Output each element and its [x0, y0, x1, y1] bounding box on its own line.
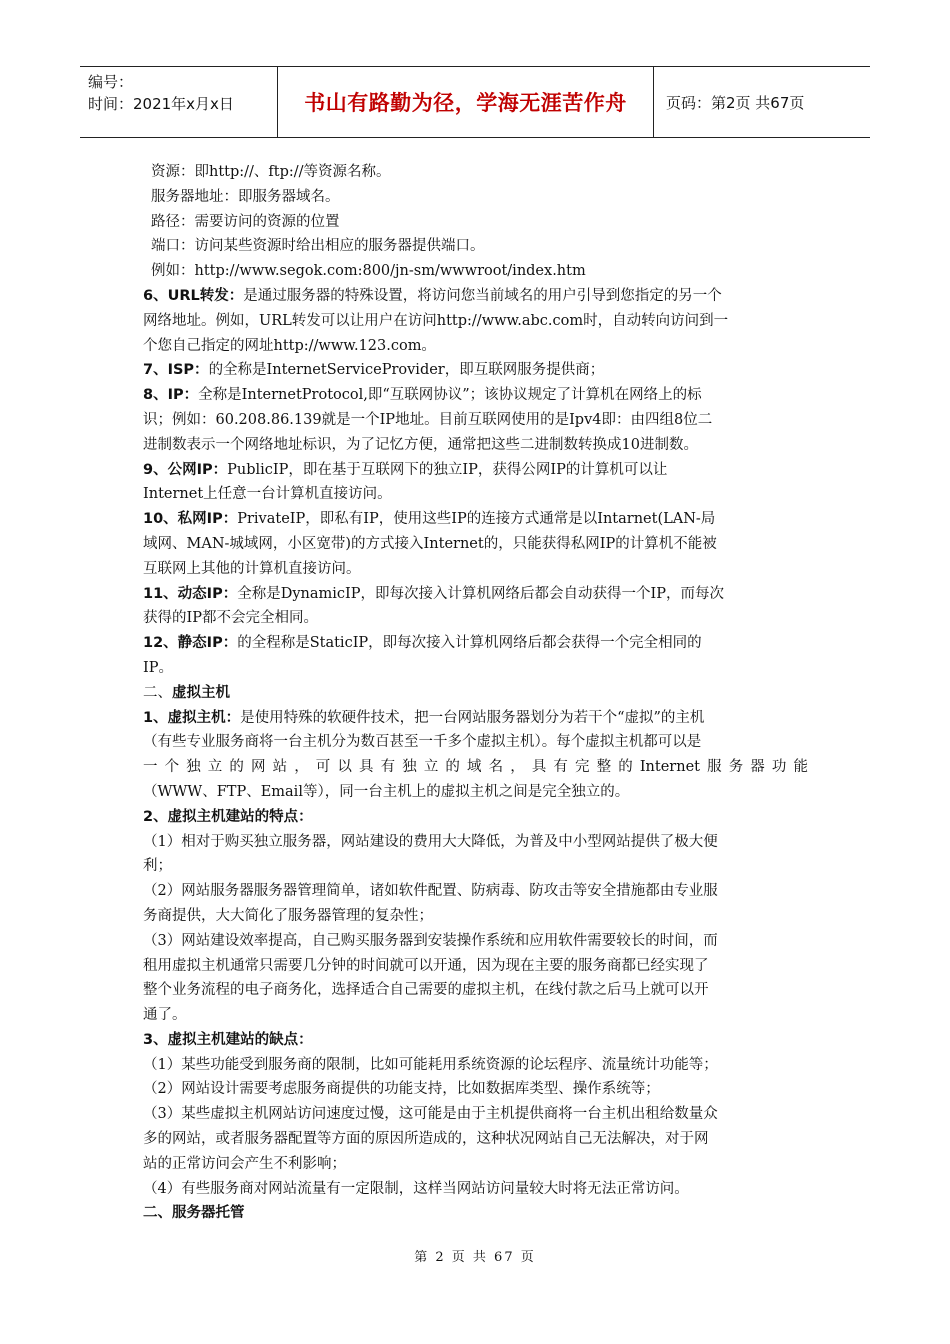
line-text: （1）相对于购买独立服务器，网站建设的费用大大降低，为普及中小型网站提供了极大便: [143, 833, 718, 850]
line-text: IP。: [143, 659, 173, 676]
line-text: 通了。: [143, 1007, 187, 1024]
line-text: （2）网站服务器服务器管理简单，诸如软件配置、防病毒、防攻击等安全措施都由专业服: [143, 883, 718, 900]
text-line: [143, 383, 808, 408]
term-label: 8、IP：: [143, 387, 199, 404]
term-label: 3、虚拟主机建站的缺点：: [143, 1031, 313, 1048]
text-line: [143, 185, 808, 210]
term-label: 11、动态IP：: [143, 585, 238, 602]
term-label: 10、私网IP：: [143, 511, 238, 528]
line-text: 务商提供，大大简化了服务器管理的复杂性；: [143, 907, 433, 924]
text-line: [143, 160, 808, 185]
document-date: 时间：2021年x月x日: [88, 95, 234, 113]
line-text: 识；例如：60.208.86.139就是一个IP地址。目前互联网使用的是Ipv4即：由四组8位二: [143, 411, 713, 428]
line-text: 全称是DynamicIP，即每次接入计算机网络后都会自动获得一个IP，而每次: [237, 585, 724, 602]
line-text: 资源：即http://、ftp://等资源名称。: [151, 164, 391, 180]
text-line: [143, 681, 808, 706]
line-text: 全称是InternetProtocol,即“互联网协议”；该协议规定了计算机在网络上的标: [198, 387, 702, 404]
line-text: 进制数表示一个网络地址标识，为了记忆方便，通常把这些二进制数转换成10进制数。: [143, 436, 698, 453]
line-text: 路径：需要访问的资源的位置: [151, 213, 340, 230]
line-text: （2）网站设计需要考虑服务商提供的功能支持，比如数据库类型、操作系统等；: [143, 1081, 660, 1098]
term-label: 7、ISP：: [143, 362, 209, 379]
line-text: 是通过服务器的特殊设置，将访问您当前域名的用户引导到您指定的另一个: [243, 287, 722, 304]
text-line: [143, 210, 808, 235]
line-text: PublicIP，即在基于互联网下的独立IP，获得公网IP的计算机可以让: [227, 461, 668, 478]
text-line: [143, 730, 808, 755]
page-header: [80, 66, 870, 138]
line-text: 互联网上其他的计算机直接访问。: [143, 560, 361, 577]
text-line: [143, 755, 808, 780]
term-label: 二、服务器托管: [143, 1205, 245, 1222]
text-line: [143, 334, 808, 359]
text-line: [143, 1127, 808, 1152]
text-line: [143, 805, 808, 830]
text-line: [143, 1201, 808, 1226]
line-text: （3）某些虚拟主机网站访问速度过慢，这可能是由于主机提供商将一台主机出租给数量众: [143, 1106, 718, 1123]
line-text: （1）某些功能受到服务商的限制，比如可能耗用系统资源的论坛程序、流量统计功能等；: [143, 1056, 718, 1073]
document-number-label: 编号：: [88, 73, 134, 91]
text-line: [143, 1102, 808, 1127]
text-line: [143, 1028, 808, 1053]
text-line: [143, 631, 808, 656]
text-line: [143, 507, 808, 532]
line-text: （WWW、FTP、Email等），同一台主机上的虚拟主机之间是完全独立的。: [143, 783, 630, 800]
line-text: 获得的IP都不会完全相同。: [143, 610, 318, 627]
text-line: [143, 482, 808, 507]
text-line: [143, 1003, 808, 1028]
line-text: 整个业务流程的电子商务化，选择适合自己需要的虚拟主机，在线付款之后马上就可以开: [143, 982, 709, 999]
line-text: 租用虚拟主机通常只需要几分钟的时间就可以开通，因为现在主要的服务商都已经实现了: [143, 957, 709, 974]
term-label: 2、虚拟主机建站的特点：: [143, 808, 313, 825]
text-line: [143, 904, 808, 929]
term-label: 9、公网IP：: [143, 461, 228, 478]
header-motto: 书山有路勤为径，学海无涯苦作舟: [278, 67, 654, 137]
text-line: [143, 1177, 808, 1202]
line-text: PrivateIP，即私有IP，使用这些IP的连接方式通常是以Intarnet(LAN-局: [237, 511, 716, 528]
text-line: [143, 879, 808, 904]
text-line: [143, 1152, 808, 1177]
line-text: 利；: [143, 858, 172, 875]
text-line: [143, 780, 808, 805]
line-text: 多的网站，或者服务器配置等方面的原因所造成的，这种状况网站自己无法解决，对于网: [143, 1131, 709, 1148]
term-label: 6、URL转发：: [143, 287, 244, 304]
text-line: [143, 854, 808, 879]
term-label: 1、虚拟主机：: [143, 709, 241, 726]
page-footer: 第 2 页 共 67 页: [414, 1250, 536, 1265]
text-line: [143, 532, 808, 557]
line-text: 例如：http://www.segok.com:800/jn-sm/wwwroot/index.htm: [151, 263, 586, 280]
line-text: 个您自己指定的网址http://www.123.com。: [143, 337, 436, 354]
line-text: （有些专业服务商将一台主机分为数百甚至一千多个虚拟主机）。每个虚拟主机都可以是: [143, 734, 702, 751]
line-text: 的全称是InternetServiceProvider，即互联网服务提供商；: [208, 362, 605, 379]
line-text: 二、: [143, 684, 172, 701]
header-meta: [80, 67, 278, 137]
line-text: 服务器地址：即服务器域名。: [151, 188, 340, 205]
text-line: [143, 433, 808, 458]
line-text: （3）网站建设效率提高，自己购买服务器到安装操作系统和应用软件需要较长的时间，而: [143, 932, 718, 949]
text-line: [143, 830, 808, 855]
line-text: 的全程称是StaticIP，即每次接入计算机网络后都会获得一个完全相同的: [237, 635, 702, 652]
line-text: 是使用特殊的软硬件技术，把一台网站服务器划分为若干个“虚拟”的主机: [240, 709, 705, 726]
line-text: 一个独立的网站，可以具有独立的域名，具有完整的Internet服务器功能: [143, 759, 808, 776]
line-text: （4）有些服务商对网站流量有一定限制，这样当网站访问量较大时将无法正常访问。: [143, 1180, 689, 1197]
term-label: 12、静态IP：: [143, 635, 238, 652]
text-line: [143, 656, 808, 681]
text-line: [143, 259, 808, 284]
text-line: [143, 309, 808, 334]
text-line: [143, 954, 808, 979]
document-body: [143, 160, 808, 1226]
line-text: 域网、MAN-城域网，小区宽带)的方式接入Internet的，只能获得私网IP的计算机不能被: [143, 535, 717, 552]
text-line: [143, 1077, 808, 1102]
line-text: 端口：访问某些资源时给出相应的服务器提供端口。: [151, 238, 485, 255]
text-line: [143, 1053, 808, 1078]
text-line: [143, 408, 808, 433]
section-title: 虚拟主机: [172, 684, 230, 701]
line-text: 网络地址。例如，URL转发可以让用户在访问http://www.abc.com时，自动转向访问到一: [143, 312, 729, 329]
text-line: [143, 458, 808, 483]
text-line: [143, 358, 808, 383]
header-page-info: 页码：第2页 共67页: [666, 93, 805, 112]
line-text: 站的正常访问会产生不利影响；: [143, 1155, 346, 1172]
text-line: [143, 234, 808, 259]
text-line: [143, 978, 808, 1003]
text-line: [143, 582, 808, 607]
text-line: [143, 929, 808, 954]
line-text: Internet上任意一台计算机直接访问。: [143, 486, 392, 503]
text-line: [143, 706, 808, 731]
text-line: [143, 284, 808, 309]
text-line: [143, 606, 808, 631]
text-line: [143, 557, 808, 582]
